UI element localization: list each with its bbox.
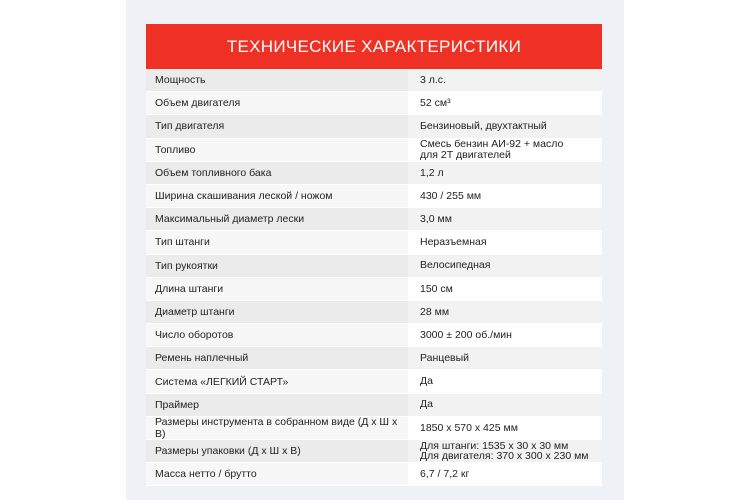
spec-value (408, 115, 602, 137)
spec-value-line: Ранцевый (420, 352, 470, 365)
table-row (146, 417, 602, 440)
table-row (146, 301, 602, 324)
spec-value-line: Для двигателя: 370 х 300 х 230 мм (420, 450, 589, 463)
spec-value-line: 3 л.с. (420, 73, 446, 86)
spec-value (408, 92, 602, 114)
spec-label: Масса нетто / брутто (146, 463, 408, 485)
spec-value-line: 52 см³ (420, 97, 451, 110)
spec-value (408, 370, 602, 392)
spec-label: Длина штанги (146, 278, 408, 300)
spec-value (408, 255, 602, 277)
table-row (146, 92, 602, 115)
table-row (146, 463, 602, 486)
spec-label: Мощность (146, 69, 408, 91)
spec-value-line: 3,0 мм (420, 212, 452, 225)
spec-value-line: Бензиновый, двухтактный (420, 120, 547, 133)
spec-value (408, 139, 602, 161)
spec-value-line: 28 мм (420, 305, 450, 318)
spec-label: Топливо (146, 139, 408, 161)
table-row (146, 255, 602, 278)
table-row (146, 208, 602, 231)
table-row (146, 69, 602, 92)
spec-value-line: 430 / 255 мм (420, 189, 482, 202)
spec-value (408, 301, 602, 323)
table-row (146, 347, 602, 370)
spec-label: Тип рукоятки (146, 255, 408, 277)
table-row (146, 115, 602, 138)
spec-label: Ремень наплечный (146, 347, 408, 369)
spec-label: Размеры инструмента в собранном виде (Д х Ш х В) (146, 417, 408, 439)
spec-value-line: Да (420, 398, 433, 411)
spec-value-line: 1,2 л (420, 166, 444, 179)
spec-value (408, 440, 602, 462)
table-title: ТЕХНИЧЕСКИЕ ХАРАКТЕРИСТИКИ (146, 24, 602, 69)
spec-value-line: 1850 х 570 х 425 мм (420, 421, 518, 434)
spec-label: Число оборотов (146, 324, 408, 346)
table-row (146, 185, 602, 208)
spec-value (408, 278, 602, 300)
spec-value (408, 208, 602, 230)
spec-value-line: для 2Т двигателей (420, 148, 511, 161)
spec-value (408, 463, 602, 485)
table-row (146, 440, 602, 463)
spec-value-line: Неразъемная (420, 236, 487, 249)
spec-value-line: Велосипедная (420, 259, 491, 272)
spec-label: Тип штанги (146, 231, 408, 253)
table-row (146, 278, 602, 301)
spec-label: Объем двигателя (146, 92, 408, 114)
spec-label: Тип двигателя (146, 115, 408, 137)
table-row (146, 370, 602, 393)
spec-value (408, 162, 602, 184)
table-row (146, 394, 602, 417)
spec-value-line: 3000 ± 200 об./мин (420, 328, 512, 341)
table-body (146, 69, 602, 486)
spec-value-line: 6,7 / 7,2 кг (420, 468, 470, 481)
table-row (146, 231, 602, 254)
table-row (146, 162, 602, 185)
spec-value (408, 69, 602, 91)
spec-label: Система «ЛЕГКИЙ СТАРТ» (146, 370, 408, 392)
spec-label: Размеры упаковки (Д х Ш х В) (146, 440, 408, 462)
spec-value (408, 231, 602, 253)
spec-label: Объем топливного бака (146, 162, 408, 184)
spec-value (408, 185, 602, 207)
spec-value-line: 150 см (420, 282, 453, 295)
table-row (146, 139, 602, 162)
spec-value (408, 394, 602, 416)
spec-value-line: Да (420, 375, 433, 388)
spec-value (408, 347, 602, 369)
specs-table (146, 24, 602, 486)
spec-value-line: Смесь бензин АИ-92 + масло (420, 138, 564, 151)
spec-value (408, 417, 602, 439)
spec-label: Праймер (146, 394, 408, 416)
table-row (146, 324, 602, 347)
spec-value (408, 324, 602, 346)
spec-value-line: Для штанги: 1535 х 30 х 30 мм (420, 439, 569, 452)
spec-label: Максимальный диаметр лески (146, 208, 408, 230)
spec-label: Диаметр штанги (146, 301, 408, 323)
spec-label: Ширина скашивания леской / ножом (146, 185, 408, 207)
